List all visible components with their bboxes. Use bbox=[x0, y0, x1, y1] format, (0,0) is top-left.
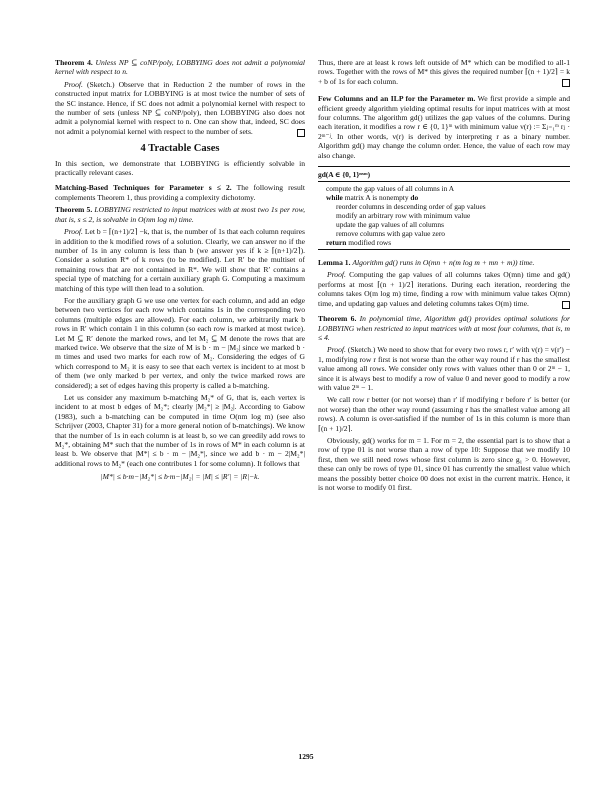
proof-6-lead: Proof. bbox=[327, 345, 346, 355]
proof-4 bbox=[55, 80, 305, 136]
theorem-4-head: Theorem 4. bbox=[55, 58, 93, 67]
theorem-6-head: Theorem 6. bbox=[318, 314, 357, 324]
matching-head: Matching-Based Techniques for Parameter s ≤ 2. bbox=[55, 183, 232, 193]
keyword-while: while bbox=[326, 193, 343, 203]
algorithm-while bbox=[318, 193, 570, 202]
qed-icon bbox=[297, 129, 305, 137]
algorithm-line: compute the gap values of all columns in A bbox=[326, 184, 455, 194]
section-intro: In this section, we demonstrate that LOBBYING is efficiently solvable in practically relevant cases. bbox=[55, 158, 305, 178]
keyword-do: do bbox=[410, 193, 419, 203]
right-column bbox=[318, 58, 570, 495]
proof-5-continuation bbox=[318, 58, 570, 86]
theorem-6 bbox=[318, 314, 570, 342]
proof-6-p1-text: (Sketch.) We need to show that for every two rows r, r′ with v(r) = v(r′) − 1, modifying row r first is not worse than the other way round if r has the smallest value among all rows. We consider only rows with values other than 0 or 2ᵐ − 1, since it is always best to modify a row of value 0 and never good to modify a row with value 2ᵐ − 1. bbox=[318, 345, 570, 392]
theorem-5-body: LOBBYING restricted to input matrices with at most two 1s per row, that is, s ≤ 2, is solvable in O(nm log m) time. bbox=[55, 205, 305, 224]
theorem-4-body: Unless NP ⊆ coNP/poly, LOBBYING does not admit a polynomial kernel with respect to n. bbox=[55, 58, 305, 77]
return-value: modified rows bbox=[348, 238, 392, 248]
proof-lemma-1-body: Computing the gap values of all columns takes O(mn) time and gd() performs at most ⌈(n + 1)/2⌉ iterations. During each iteration, reordering the columns takes O(m log m) time, finding a row with minimum value takes O(mn) time, and updating gap values and deleting columns takes O(m) time. bbox=[318, 270, 570, 308]
left-column bbox=[55, 58, 305, 486]
theorem-5 bbox=[55, 205, 305, 224]
theorem-5-head: Theorem 5. bbox=[55, 205, 93, 215]
algorithm-line: remove columns with gap value zero bbox=[336, 229, 445, 239]
proof-5-p2: For the auxiliary graph G we use one vertex for each column, and add an edge between two vertices for each row which contains 1s in the corresponding two columns (multiple edges are allowed). For each column, we arbitrarily mark b rows in R′ which contain 1 in this column (so each row is marked at most twice). Let M ⊆ R′ denote the marked rows, and let M₂ ⊆ M denote the rows that are marked twice. We observe that the size of M is b · m − |M₂| since we marked b · m times and used two marks for each row of M₂. Considering the edges of G which correspond to M₂ it is easy to see that each vertex is incident to at most b of them (we only marked b per vertex, and only the twice marked rows are considered); a set of edges having this property is called a b-matching. bbox=[55, 295, 305, 390]
proof-6-p1 bbox=[318, 345, 570, 392]
proof-6-p3: Obviously, gd() works for m = 1. For m = 2, the essential part is to show that a row of type 01 is not worse than a row of type 10: Suppose that we modify 10 first, then we still need rows whose first column is zero since g₁ > 0. However, these can only be rows of type 01, since 01 has currently the smallest value which means the possibly better choice 00 does not exist in the current matrix. Hence, it is not worse to modify 01 first. bbox=[318, 435, 570, 492]
proof-lemma-1-lead: Proof. bbox=[327, 270, 346, 280]
proof-lemma-1 bbox=[318, 270, 570, 308]
qed-icon bbox=[562, 301, 570, 309]
few-columns-body: We first provide a simple and efficient greedy algorithm yielding optimal results for input matrices with at most four columns. The algorithm gd() utilizes the gap values of the columns. During each iteration, it modifies a row r ∈ {0, 1}ᵐ with minimum value v(r) := Σⱼ₌₁ᵐ rⱼ · 2ᵐ⁻ʲ. In other words, v(r) is derived by interpreting r as a binary number. Algorithm gd() may change the column order. Hence, the value of each row may also change. bbox=[318, 94, 571, 160]
lemma-1 bbox=[318, 258, 570, 267]
page-number: 1295 bbox=[298, 752, 314, 761]
algorithm-title: gd(A ∈ {0, 1}ⁿˣᵐ) bbox=[318, 169, 570, 182]
proof-6-p2: We call row r better (or not worse) than r′ if modifying r before r′ is better (or not worse) than the other way round (assuming r has the smallest value among all rows). A column is over-satisfied if the number of 1s in this column is more than ⌈(n + 1)/2⌉. bbox=[318, 395, 570, 433]
algorithm-line: update the gap values of all columns bbox=[336, 220, 444, 230]
theorem-6-body: In polynomial time, Algorithm gd() provides optimal solutions for LOBBYING when restricted to input matrices with at most four columns, that is, m ≤ 4. bbox=[318, 314, 570, 342]
proof-5-p1 bbox=[55, 227, 305, 293]
few-columns-paragraph bbox=[318, 94, 570, 160]
keyword-return: return bbox=[326, 238, 347, 248]
proof-5-p3: Let us consider any maximum b-matching M₂* of G, that is, each vertex is incident to at most b edges of M₂*; clearly |M₂*| ≥ |M₂|. According to Gabow (1983), such a b-matching can be computed in time O(nm log m) (see also Schrijver (2003, Chapter 31) for a more general notion of b-matchings). We know that the number of 1s in each column is at least b, so we can greedily add rows to M₂*, obtaining M* such that the number of 1s in rows of M* in each column is at least b. We observe that |M*| ≤ b · m − |M₂*|, since we add b · m − 2|M₂*| additional rows to M₂* (each one contributes 1 for some column). It follows that bbox=[55, 393, 305, 468]
lemma-1-head: Lemma 1. bbox=[318, 258, 351, 268]
while-condition: matrix A is nonempty bbox=[344, 193, 409, 203]
section-title: 4 Tractable Cases bbox=[140, 143, 220, 155]
theorem-4 bbox=[55, 58, 305, 77]
few-columns-head: Few Columns and an ILP for the Parameter m. bbox=[318, 94, 476, 104]
matching-paragraph bbox=[55, 183, 305, 202]
equation: |M*| ≤ b·m−|M₂*| ≤ b·m−|M₂| = |M| ≤ |R′| = |R|−k. bbox=[100, 472, 260, 482]
proof-4-lead: Proof. bbox=[64, 79, 83, 89]
algorithm-box bbox=[318, 166, 570, 250]
algorithm-line: reorder columns in descending order of gap values bbox=[336, 202, 486, 212]
algorithm-line: modify an arbitrary row with minimum value bbox=[336, 211, 471, 221]
lemma-1-body: Algorithm gd() runs in O(mn + n(m log m + mn + m)) time. bbox=[352, 258, 535, 268]
matching-body: The following result complements Theorem 1, thus providing a complexity dichotomy. bbox=[55, 183, 305, 202]
algorithm-return bbox=[318, 238, 570, 247]
proof-4-body: (Sketch.) Observe that in Reduction 2 the number of rows in the constructed input matrix for LOBBYING is at most twice the number of sets of the SC instance. Hence, if SC does not admit a polynomial kernel with respect to the number of sets (unless NP ⊆ coNP/poly), then LOBBYING also does not admit a polynomial kernel with respect to n. One can show that, indeed, SC does not admit a polynomial kernel with respect to the number of sets. bbox=[55, 79, 305, 136]
qed-icon bbox=[562, 79, 570, 87]
proof-5-lead: Proof. bbox=[64, 227, 83, 237]
proof-5-cont-text: Thus, there are at least k rows left outside of M* which can be modified to all-1 rows. Together with the rows of M* this gives the required number ⌈(n + 1)/2⌉ = k + b of 1s for each column. bbox=[318, 58, 570, 86]
proof-5-p1-text: Let b = ⌈(n+1)/2⌉ −k, that is, the number of 1s that each column requires in addition to the k modified rows of a solution. Clearly, we can answer no if the number of 1s in any column is less than b (we answer yes if k ≥ ⌈(n+1)/2⌉). Consider a solution R* of k rows (to be modified). Let R′ be the multiset of remaining rows that are not contained in R*. We will show that R′ contains a special type of matching for a certain auxiliary graph G. Computing a maximum matching of this type will then lead to a solution. bbox=[55, 227, 305, 293]
